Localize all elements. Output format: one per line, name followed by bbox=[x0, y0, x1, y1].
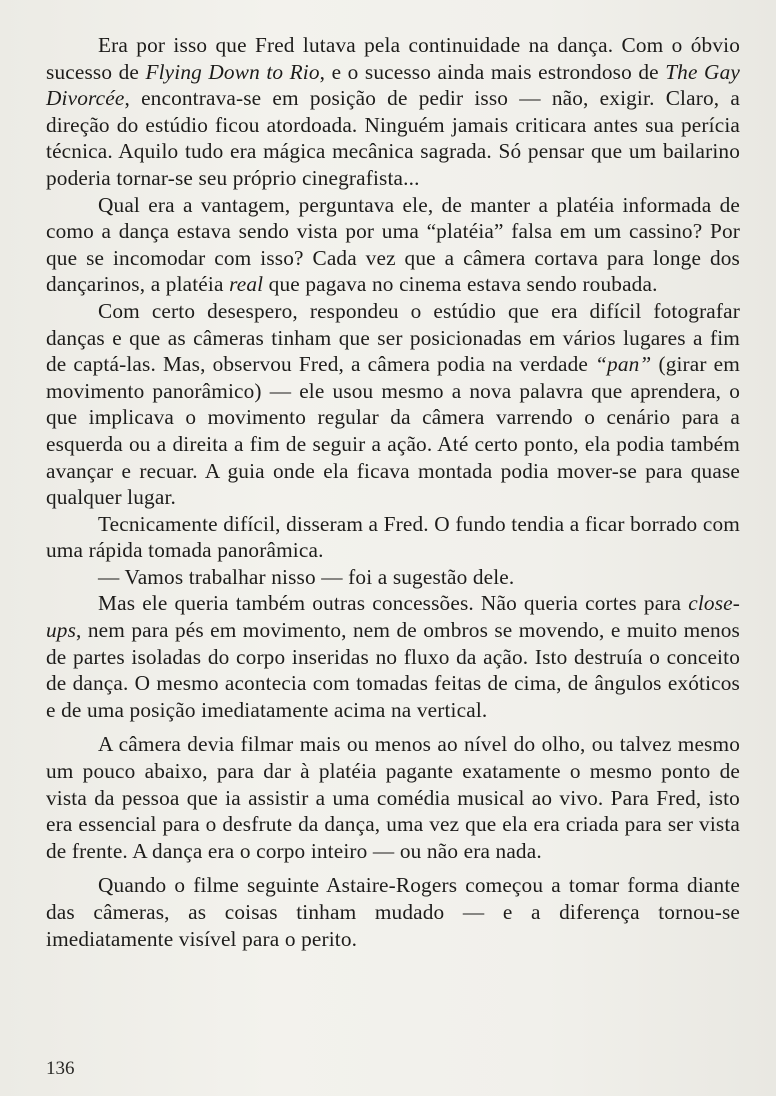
text-run: , e o sucesso ainda mais estrondoso de bbox=[319, 59, 666, 84]
text-run: Mas ele queria também outras concessões. Não queria cortes para bbox=[98, 591, 689, 616]
text-run: A câmera devia filmar mais ou menos ao nível do olho, ou talvez mesmo um pouco abaixo, para dar à platéia pagante exatamente o mesmo ponto de vista da pessoa que ia assistir a uma comédia musical ao vivo. Para Fred, isto era essencial para o desfrute da dança, uma vez que ela era criada para ser vista de frente. A dança era o corpo inteiro — ou não era nada. bbox=[46, 732, 740, 863]
text-run: (girar em movimento panorâmico) — ele usou mesmo a nova palavra que aprendera, o que implicava o movimento regular da câmera varrendo o cenário para a esquerda ou a direita a fim de seguir a ação. Até certo ponto, ela podia também avançar e recuar. A guia onde ela ficava montada podia mover-se para quase qualquer lugar. bbox=[46, 352, 740, 510]
italic-text: Flying Down to Rio bbox=[145, 59, 320, 84]
text-run: Com certo desespero, respondeu o estúdio que era difícil fotografar danças e que as câmeras tinham que ser posicionadas em vários lugares a fim de captá-las. Mas, observou Fred, a câmera podia na verdade bbox=[46, 298, 740, 377]
text-run: , nem para pés em movimento, nem de ombros se movendo, e muito menos de partes isoladas do corpo inseridas no fluxo da ação. Isto destruía o conceito de dança. O mesmo acontecia com tomadas feitas de cima, de ângulos exóticos e de uma posição imediatamente acima na vertical. bbox=[46, 618, 740, 722]
italic-text: “pan” bbox=[595, 352, 652, 377]
paragraph bbox=[46, 872, 740, 952]
italic-text: The Gay Divorcée bbox=[46, 59, 740, 111]
text-run: Qual era a vantagem, perguntava ele, de manter a platéia informada de como a dança estava sendo vista por uma “platéia” falsa em um cassino? Por que se incomodar com isso? Cada vez que a câmera cortava para longe dos dançarinos, a platéia bbox=[46, 192, 740, 297]
paragraph bbox=[46, 32, 740, 192]
text-run: que pagava no cinema estava sendo roubada. bbox=[263, 272, 658, 297]
text-run: — Vamos trabalhar nisso — foi a sugestão dele. bbox=[98, 564, 515, 589]
paragraph bbox=[46, 590, 740, 723]
page-number: 136 bbox=[46, 1058, 75, 1079]
paragraph bbox=[46, 298, 740, 511]
body-text bbox=[46, 32, 740, 952]
text-run: Era por isso que Fred lutava pela continuidade na dança. Com o óbvio sucesso de bbox=[46, 33, 740, 84]
text-run: Quando o filme seguinte Astaire-Rogers começou a tomar forma diante das câmeras, as coisas tinham mudado — e a diferença tornou-se imediatamente visível para o perito. bbox=[46, 873, 740, 951]
paragraph bbox=[46, 564, 740, 591]
italic-text: real bbox=[229, 272, 264, 297]
paragraph bbox=[46, 731, 740, 864]
paragraph bbox=[46, 192, 740, 298]
text-run: , encontrava-se em posição de pedir isso — não, exigir. Claro, a direção do estúdio ficou atordoada. Ninguém jamais criticara antes sua perícia técnica. Aquilo tudo era mágica mecânica sagrada. Só pensar que um bailarino poderia tornar-se seu próprio cinegrafista... bbox=[46, 86, 740, 190]
italic-text: close-ups bbox=[46, 591, 740, 643]
text-run: Tecnicamente difícil, disseram a Fred. O fundo tendia a ficar borrado com uma rápida tomada panorâmica. bbox=[46, 511, 740, 563]
paragraph bbox=[46, 511, 740, 564]
